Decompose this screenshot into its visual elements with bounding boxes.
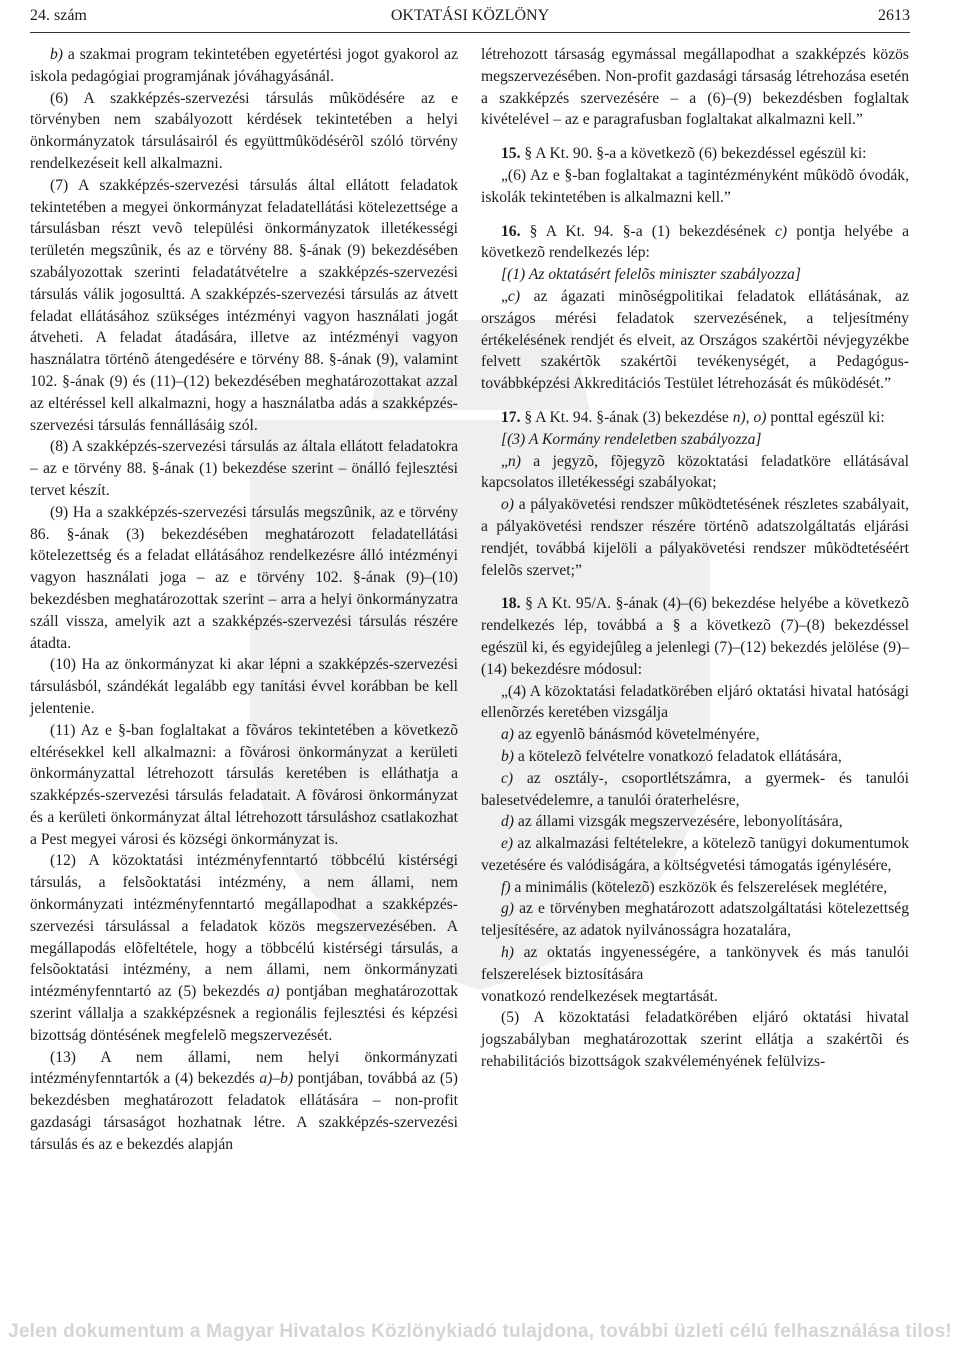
text-run: c)	[501, 769, 514, 787]
text-run: (10) Ha az önkormányzat ki akar lépni a szakképzés-szervezési társulásból, szándékát legalább egy tanítási évvel korábban be kell jelentenie.	[30, 656, 458, 717]
text-run: c)	[774, 222, 788, 240]
text-run: az ágazati minõségpolitikai feladatok ellátásának, az országos mérési feladatok szervezésének, a teljesítmény értékelésének rendjét és elveit, az Országos szakértõi névjegyzékbe felvett szakértõk szakértõi tevékenységét, a Pedagógus-továbbképzési Akkreditációs Testület létrehozását és mûködését.”	[481, 287, 909, 393]
paragraph-r12	[481, 681, 909, 725]
text-run: § A Kt. 94. §-a (1) bekezdésének	[529, 222, 775, 240]
text-run: (12) A közoktatási intézményfenntartó többcélú kistérségi társulás, a felsõoktatási intézmény, a nem állami, nem önkormányzati intézményfenntartó megállapodhat a szakképzés-szervezési társulással a feladatok közös megszervezésében. A megállapodás elõfeltétele, hogy a többcélú kistérségi társulás, a felsõoktatási intézmény, a nem állami, nem önkormányzati intézményfenntartó az (5) bekezdés	[30, 852, 458, 1001]
paragraph-r13	[481, 724, 909, 746]
text-run: § A Kt. 95/A. §-ának (4)–(6) bekezdése helyébe a következõ rendelkezés lép, továbbá a § a következõ (7)–(8) bekezdéssel egészül ki, és egyidejûleg a jelenlegi (7)–(12) bekezdés jelölése (9)–(14) bekezdésre módosul:	[481, 595, 909, 678]
issue-number: 24. szám	[30, 7, 87, 24]
paragraph-r16	[481, 811, 909, 833]
text-run: a)	[501, 726, 514, 744]
paragraph-r4	[481, 221, 909, 265]
paragraph-r5	[481, 264, 909, 286]
text-run: 15.	[501, 145, 525, 163]
page-number: 2613	[878, 7, 910, 24]
copyright-notice: Jelen dokumentum a Magyar Hivatalos Közlönykiadó tulajdona, további üzleti célú felhasználása tilos!	[8, 1321, 952, 1342]
text-run: vonatkozó rendelkezések megtartását.	[481, 987, 718, 1005]
text-run: h)	[501, 944, 514, 962]
text-run: a jegyzõ, fõjegyzõ közoktatási feladatköre ellátásával kapcsolatos illetékességi szabályokat;	[481, 452, 909, 492]
text-run: pontjában meghatározottak szerint vállalja a szakképzésnek a regionális fejlesztési és képzési bizottság döntésének megfelelõ megszervezését.	[30, 983, 458, 1044]
text-run: g)	[501, 900, 514, 918]
text-run: a pályakövetési rendszer mûködtetésének részletes szabályait, a pályakövetési rendszer részére történõ adatszolgáltatás eljárási rendjét, továbbá kijelöli a pályakövetési rendszer mûködtetéséért felelõs szervet;”	[481, 496, 909, 579]
text-run: „	[501, 452, 508, 470]
text-run: az egyenlõ bánásmód követelményére,	[514, 726, 760, 744]
paragraph-r10	[481, 494, 909, 581]
text-run: (9) Ha a szakképzés-szervezési társulás megszûnik, az e törvény 86. §-ának (3) bekezdésében meghatározott feladatellátási kötelezettség és a feladat ellátásához rendelkezésre álló intézményi vagyon használati joga – az e törvény 102. §-ának (9)–(10) bekezdésben meghatározottak szerint – arra a helyi önkormányzatra száll vissza, amelyik azt a szakképzés-szervezési társulás részére átadta.	[30, 503, 458, 652]
text-run: a)–b)	[259, 1070, 294, 1088]
paragraph-r7	[481, 407, 909, 429]
text-run: [(1) Az oktatásért felelõs miniszter szabályozza]	[501, 266, 801, 284]
paragraph-r3	[481, 165, 909, 209]
paragraph-r22	[481, 1007, 909, 1072]
text-run: (13) A nem állami, nem helyi önkormányzati intézményfenntartók a (4) bekezdés	[30, 1048, 458, 1088]
paragraph-r17	[481, 833, 909, 877]
text-run: 16.	[501, 222, 530, 240]
paragraph-r2	[481, 143, 909, 165]
text-run: (11) Az e §-ban foglaltakat a fõváros tekintetében a következõ eltérésekkel kell alkalmazni: a fõvárosi önkormányzat a kerületi önkormányzattal létrehozott társulás keretében is elláthatja a szakképzés-szervezési társulás feladatait. A fõvárosi önkormányzat és a kerületi önkormányzat által létrehozott társuláshoz csatlakozhat a Pest megyei városi és községi önkormányzat is.	[30, 721, 458, 848]
text-run: a minimális (kötelezõ) eszközök és felszerelések meglétére,	[510, 878, 888, 896]
publication-title: OKTATÁSI KÖZLÖNY	[390, 7, 550, 24]
paragraph-r15	[481, 768, 909, 812]
page-header	[30, 2, 910, 33]
paragraph-l9	[30, 1047, 458, 1156]
text-run: (5) A közoktatási feladatkörében eljáró oktatási hivatal jogszabályban meghatározottak szerint ellátja a szakértõi és rehabilitációs bizottságok szakvéleményének felülvizs-	[481, 1009, 909, 1071]
paragraph-l2	[30, 88, 458, 175]
text-run: az oktatás ingyenességére, a tankönyvek és más tanulói felszerelések biztosítására	[481, 944, 909, 983]
text-run: a)	[266, 983, 280, 1001]
paragraph-l4	[30, 436, 458, 501]
text-run: n), o)	[732, 408, 767, 426]
text-run: pontjában, továbbá az (5) bekezdésben meghatározott feladatok ellátására – non-profit gazdasági társaságot hozhatnak létre. A szakképzés-szervezési társulás és az e bekezdés alapján	[30, 1070, 458, 1153]
paragraph-l6	[30, 654, 458, 719]
text-run: f)	[501, 878, 511, 896]
text-run: o)	[501, 496, 514, 514]
left-column	[30, 44, 458, 1156]
text-run: a szakmai program tekintetében egyetértési jogot gyakorol az iskola pedagógiai programjának jóváhagyásánál.	[30, 46, 458, 85]
text-run: § A Kt. 94. §-ának (3) bekezdése	[524, 408, 733, 426]
text-run: c)	[507, 287, 521, 305]
text-run: „	[501, 287, 508, 305]
text-run: az állami vizsgák megszervezésére, lebonyolítására,	[514, 813, 843, 831]
text-run: (6) A szakképzés-szervezési társulás mûködésére az e törvényben nem szabályozott kérdések tekintetében a helyi önkormányzatok társulásairól és együttmûködésérõl szóló törvény rendelkezéseit kell alkalmazni.	[30, 89, 458, 172]
paragraph-l7	[30, 720, 458, 851]
text-run: (7) A szakképzés-szervezési társulás által ellátott feladatok tekintetében a megyei önkormányzat feladatellátási kötelezettsége a társulásban részt vevõ települési önkormányzatok illetékességi területén megszûnik, és az e törvény 88. §-ának (9) bekezdésében szabályozottak szerinti feladatátvételre a szakképzés-szervezési társulás válik jogosulttá. A szakképzés-szervezési társulás az átvett feladat ellátásához szükséges intézményi vagyon használati jogát átveheti. A feladat átadására, illetve az intézményi vagyon használatra történõ átengedésére e törvény 88. §-ának (9), valamint 102. §-ának (9) és (11)–(12) bekezdésében meghatározottakat azzal az eltéréssel kell alkalmazni, hogy a használatba adás a szakképzés-szervezési társulás fennállásáig szól.	[30, 176, 458, 434]
paragraph-l8	[30, 850, 458, 1046]
text-run: d)	[501, 813, 514, 831]
text-run: a kötelezõ felvételre vonatkozó feladatok ellátására,	[514, 747, 842, 765]
paragraph-l3	[30, 175, 458, 437]
paragraph-r11	[481, 593, 909, 680]
paragraph-r20	[481, 942, 909, 986]
paragraph-l1	[30, 44, 458, 88]
right-column	[481, 44, 909, 1073]
paragraph-r9	[481, 451, 909, 495]
text-run: az e törvényben meghatározott adatszolgáltatási kötelezettség teljesítésére, az adatok nyilvánosságra hozatalára,	[481, 900, 909, 940]
text-run: 18.	[501, 595, 526, 613]
text-run: (8) A szakképzés-szervezési társulás az általa ellátott feladatokra – az e törvény 88. §-ának (1) bekezdése szerint – önálló fejlesztési tervet készít.	[30, 438, 458, 499]
paragraph-l5	[30, 502, 458, 655]
text-run: b)	[50, 46, 63, 63]
paragraph-r21	[481, 986, 909, 1008]
text-run: § A Kt. 90. §-a a következõ (6) bekezdéssel egészül ki:	[524, 145, 867, 163]
text-run: b)	[501, 747, 514, 765]
text-run: létrehozott társaság egymással megállapodhat a szakképzés közös megszervezésében. Non-profit gazdasági társaság létrehozása esetén a szakképzés szervezésére – a (6)–(9) bekezdésben foglaltak kivételével – az e paragrafusban foglaltakat alkalmazni kell.”	[481, 46, 909, 129]
paragraph-r18	[481, 877, 909, 899]
text-run: pontja helyébe a következõ rendelkezés lép:	[481, 222, 909, 262]
text-run: 17.	[501, 408, 525, 426]
paragraph-r19	[481, 898, 909, 942]
text-run: n)	[507, 452, 521, 470]
text-run: „(4) A közoktatási feladatkörében eljáró oktatási hivatal hatósági ellenõrzés keretében vizsgálja	[481, 682, 909, 722]
paragraph-r1	[481, 44, 909, 131]
text-run: [(3) A Kormány rendeletben szabályozza]	[501, 430, 762, 448]
paragraph-r14	[481, 746, 909, 768]
paragraph-r6	[481, 286, 909, 395]
text-run: e)	[501, 835, 514, 853]
text-run: „(6) Az e §-ban foglaltakat a tagintézményként mûködõ óvodák, iskolák tekintetében is alkalmazni kell.”	[481, 166, 909, 206]
text-run: az alkalmazási feltételekre, a kötelezõ tanügyi dokumentumok vezetésére és valódiságára, a költségvetési támogatás igénylésére,	[481, 835, 909, 874]
paragraph-r8	[481, 429, 909, 451]
text-run: az osztály-, csoportlétszámra, a gyermek- és tanulói balesetvédelemre, a tanulói óraterhelésre,	[481, 769, 909, 809]
text-run: ponttal egészül ki:	[766, 408, 885, 426]
